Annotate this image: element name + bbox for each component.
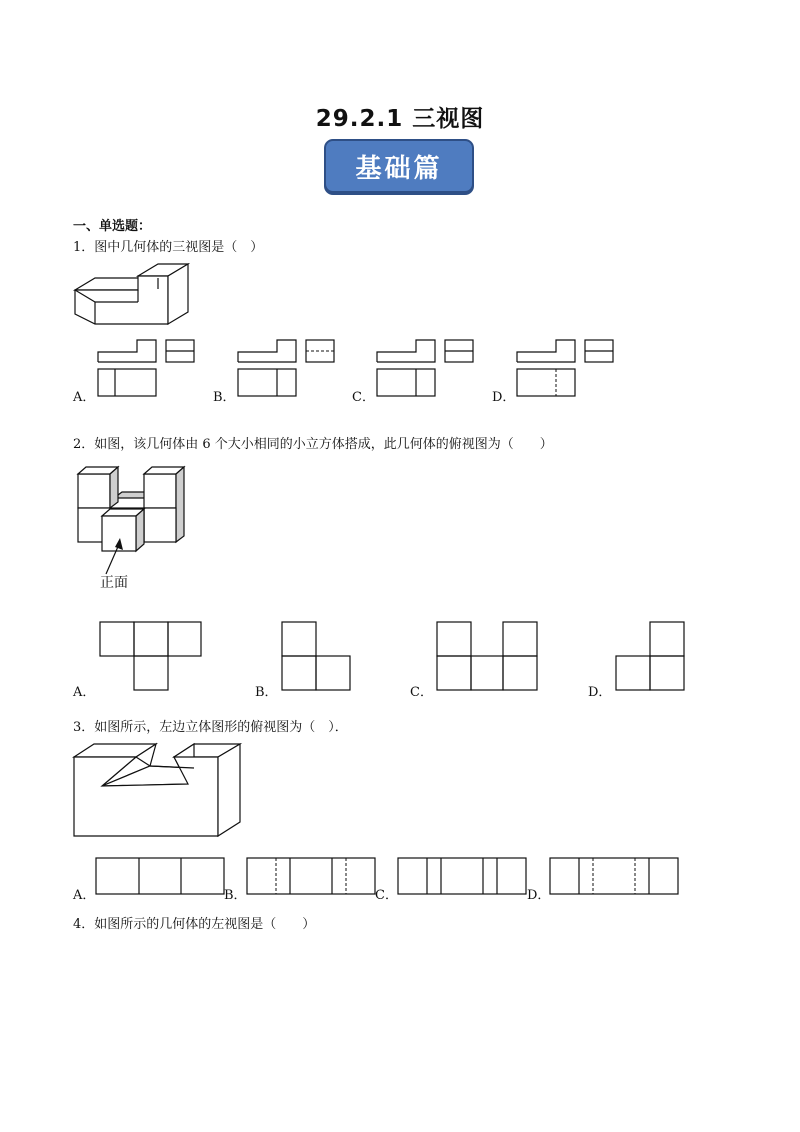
q3-option-c-figure[interactable] (397, 857, 529, 897)
q2-option-c-figure[interactable] (436, 621, 540, 693)
q3-option-b-label[interactable]: B． (224, 888, 247, 903)
question-4-text: 4．如图所示的几何体的左视图是（ ） (73, 917, 316, 932)
question-3-text: 3．如图所示，左边立体图形的俯视图为（ ）． (73, 720, 348, 735)
q2-option-b-label[interactable]: B． (255, 685, 278, 700)
q1-option-c-figure[interactable] (374, 336, 484, 398)
question-2-text: 2．如图，该几何体由 6 个大小相同的小立方体搭成，此几何体的俯视图为（ ） (73, 437, 553, 452)
q2-option-a-label[interactable]: A． (73, 685, 96, 700)
q3-option-b-figure[interactable] (246, 857, 378, 897)
q1-option-d-label[interactable]: D． (492, 390, 516, 405)
q2-option-c-label[interactable]: C． (410, 685, 433, 700)
q2-option-b-figure[interactable] (281, 621, 353, 693)
q1-solid-figure (70, 262, 195, 326)
q1-option-a-label[interactable]: A． (73, 390, 96, 405)
q2-option-a-figure[interactable] (99, 621, 203, 693)
q3-option-c-label[interactable]: C． (375, 888, 398, 903)
q2-option-d-figure[interactable] (614, 621, 686, 693)
q2-option-d-label[interactable]: D． (588, 685, 612, 700)
q1-option-b-figure[interactable] (235, 336, 345, 398)
q3-option-d-figure[interactable] (549, 857, 681, 897)
level-badge: 基础篇 (324, 139, 474, 193)
front-label: 正面 (100, 575, 128, 591)
q3-option-a-label[interactable]: A． (73, 888, 96, 903)
q2-cube-figure (74, 462, 186, 562)
q3-solid-figure (70, 740, 245, 840)
q1-option-b-label[interactable]: B． (213, 390, 236, 405)
section-title: 一、单选题： (73, 219, 152, 234)
page-title: 29.2.1 三视图 (315, 106, 485, 132)
question-1-text: 1．图中几何体的三视图是（ ） (73, 240, 264, 255)
q1-option-c-label[interactable]: C． (352, 390, 375, 405)
q3-option-a-figure[interactable] (95, 857, 227, 897)
q1-option-a-figure[interactable] (95, 336, 205, 398)
q1-option-d-figure[interactable] (514, 336, 624, 398)
q3-option-d-label[interactable]: D． (527, 888, 551, 903)
